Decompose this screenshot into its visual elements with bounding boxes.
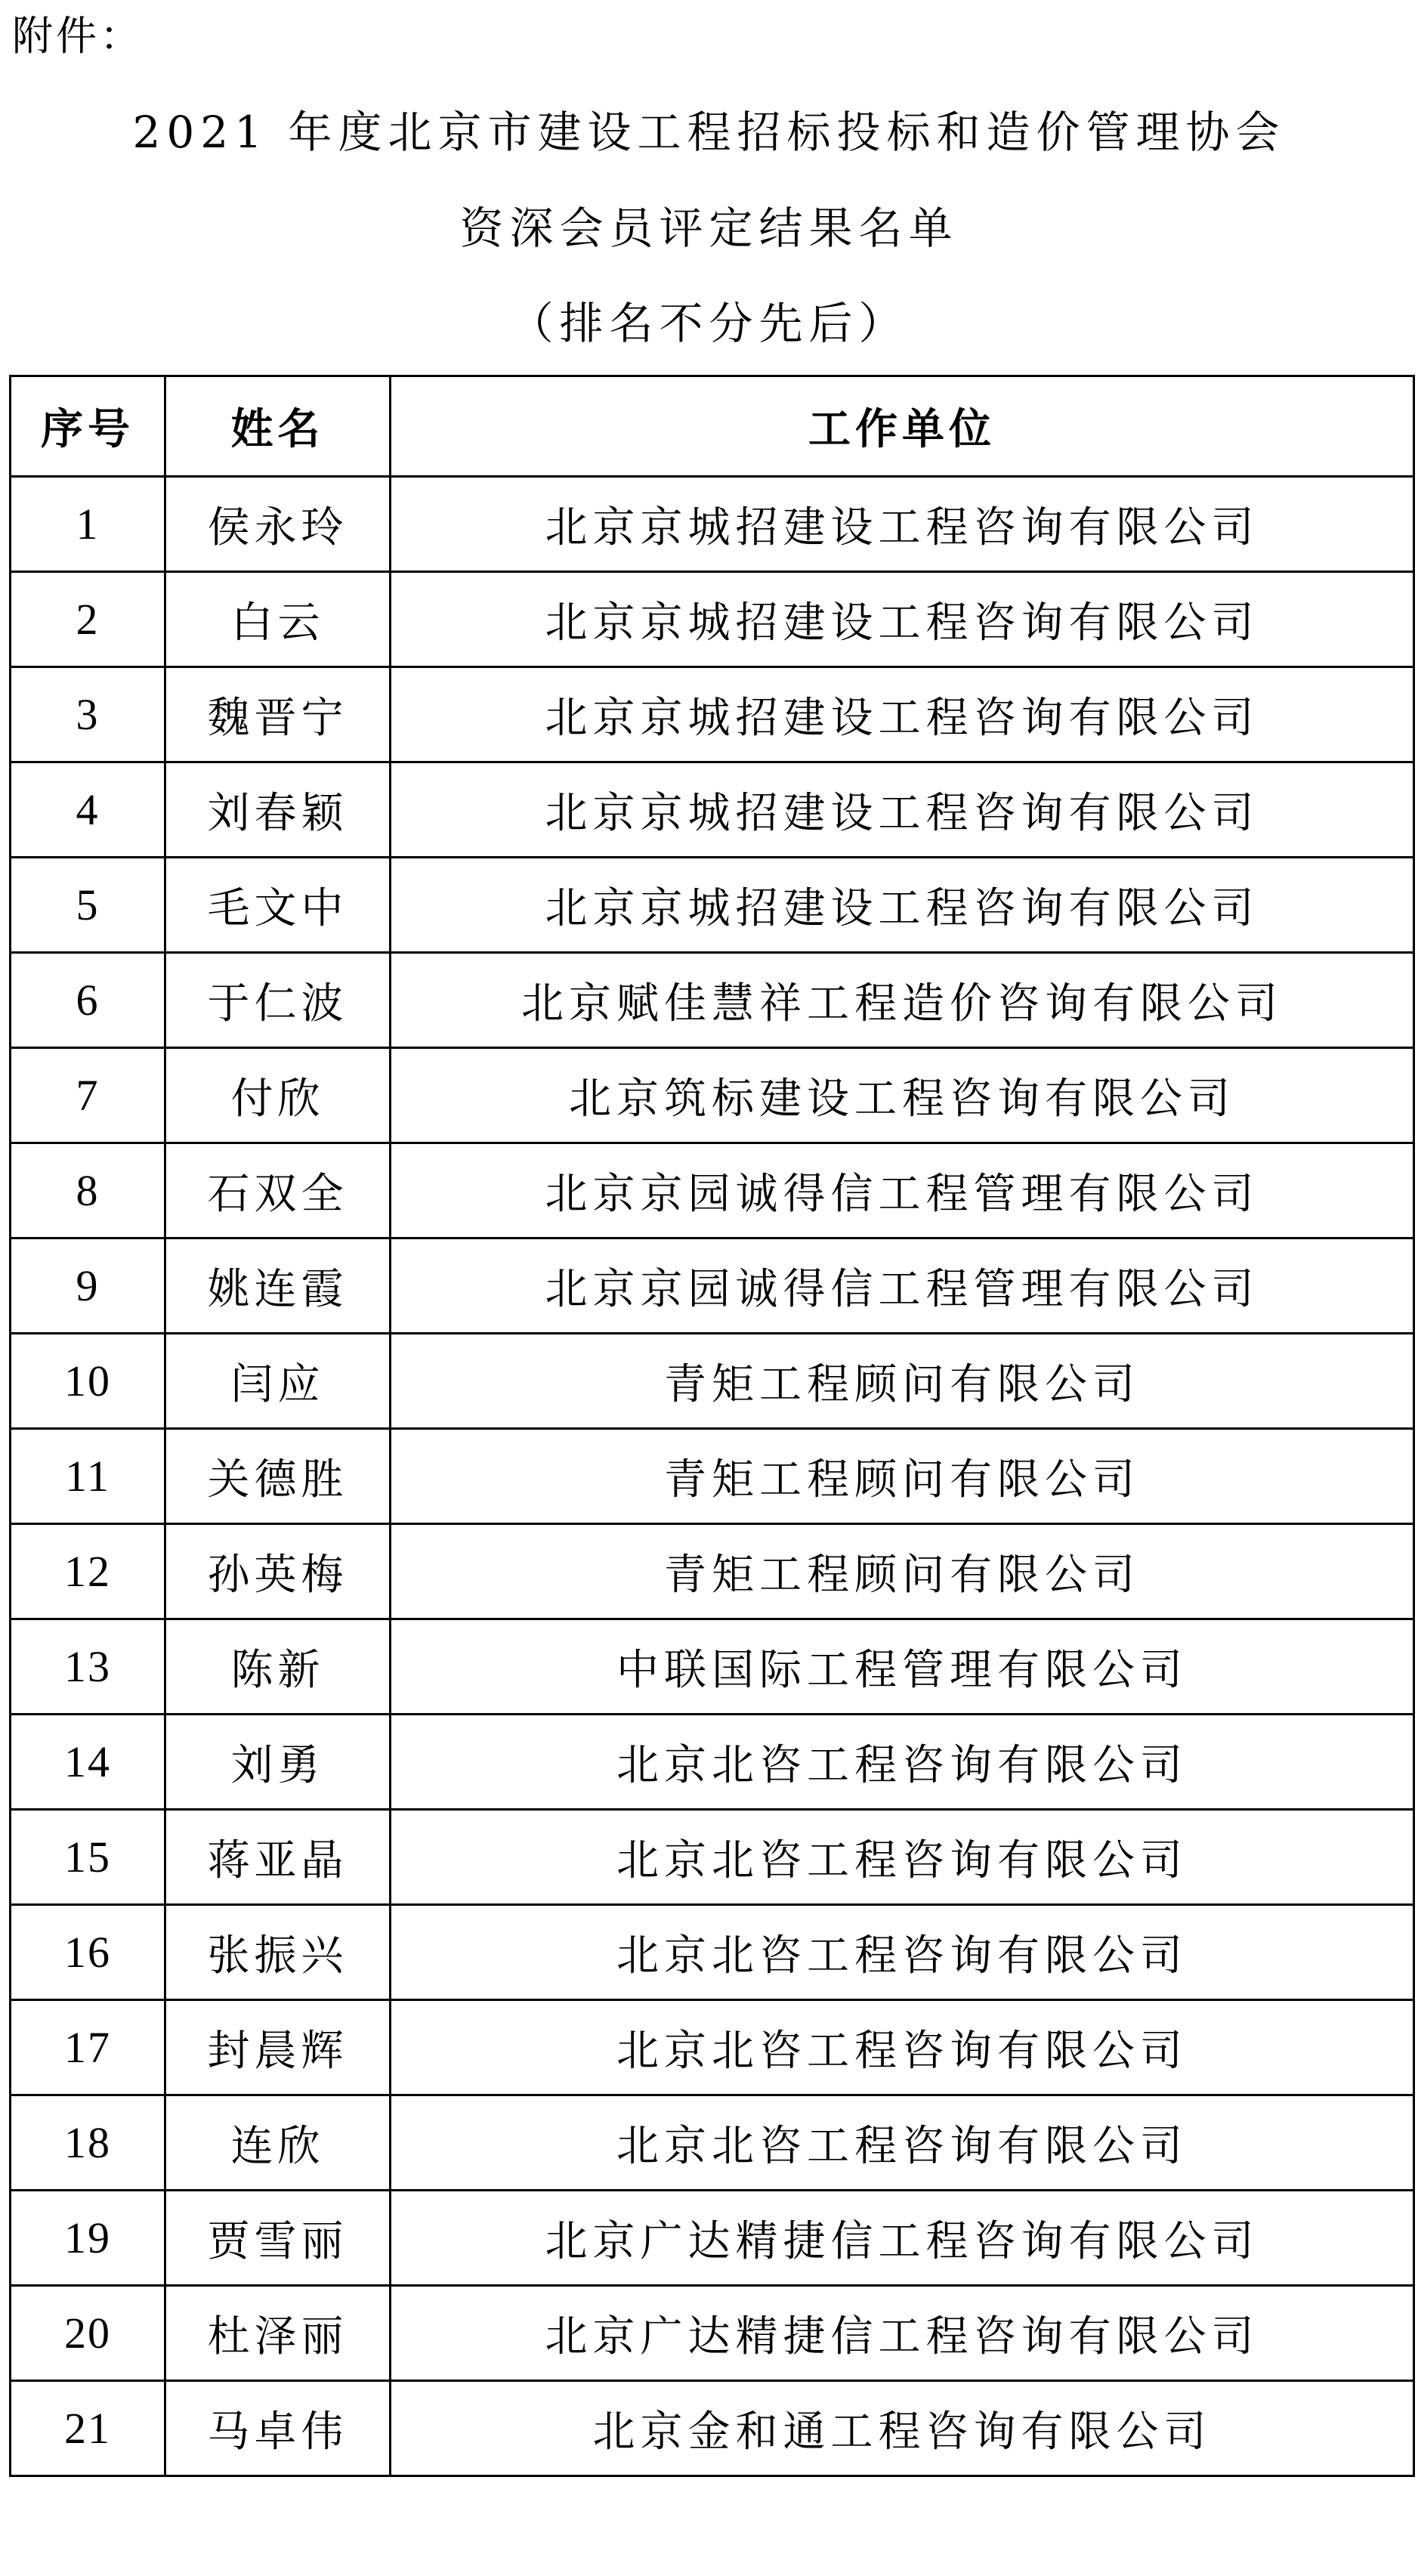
member-name-cell: 连欣 <box>165 2095 391 2191</box>
member-name-cell: 白云 <box>165 572 391 667</box>
member-name-cell: 马卓伟 <box>165 2381 391 2476</box>
table-row <box>11 1048 1414 1143</box>
serial-number-cell: 8 <box>11 1143 165 1239</box>
table-row <box>11 762 1414 858</box>
serial-number-cell: 20 <box>11 2286 165 2381</box>
serial-number-cell: 14 <box>11 1715 165 1810</box>
organization-cell: 北京赋佳慧祥工程造价咨询有限公司 <box>391 953 1414 1048</box>
organization-cell: 青矩工程顾问有限公司 <box>391 1429 1414 1524</box>
member-name-cell: 蒋亚晶 <box>165 1810 391 1905</box>
member-name-cell: 魏晋宁 <box>165 667 391 762</box>
member-name-cell: 陈新 <box>165 1619 391 1715</box>
table-row <box>11 953 1414 1048</box>
serial-number-cell: 9 <box>11 1239 165 1334</box>
organization-cell: 北京北咨工程咨询有限公司 <box>391 1715 1414 1810</box>
member-name-cell: 毛文中 <box>165 858 391 953</box>
table-row <box>11 1810 1414 1905</box>
table-row <box>11 858 1414 953</box>
serial-number-cell: 13 <box>11 1619 165 1715</box>
table-row <box>11 2286 1414 2381</box>
organization-cell: 北京京城招建设工程咨询有限公司 <box>391 477 1414 572</box>
organization-cell: 青矩工程顾问有限公司 <box>391 1334 1414 1429</box>
table-row <box>11 1239 1414 1334</box>
serial-number-cell: 21 <box>11 2381 165 2476</box>
member-name-cell: 封晨辉 <box>165 2000 391 2095</box>
organization-cell: 北京京城招建设工程咨询有限公司 <box>391 858 1414 953</box>
organization-cell: 北京北咨工程咨询有限公司 <box>391 1810 1414 1905</box>
serial-number-cell: 17 <box>11 2000 165 2095</box>
serial-number-cell: 3 <box>11 667 165 762</box>
organization-cell: 青矩工程顾问有限公司 <box>391 1524 1414 1619</box>
serial-number-cell: 10 <box>11 1334 165 1429</box>
table-row <box>11 1715 1414 1810</box>
table-body <box>11 477 1414 2476</box>
organization-cell: 北京广达精捷信工程咨询有限公司 <box>391 2286 1414 2381</box>
table-row <box>11 1429 1414 1524</box>
member-table <box>9 375 1415 2477</box>
member-name-cell: 贾雪丽 <box>165 2191 391 2286</box>
organization-cell: 北京京城招建设工程咨询有限公司 <box>391 762 1414 858</box>
organization-cell: 北京北咨工程咨询有限公司 <box>391 2095 1414 2191</box>
table-row <box>11 2000 1414 2095</box>
organization-cell: 北京筑标建设工程咨询有限公司 <box>391 1048 1414 1143</box>
organization-cell: 北京京园诚得信工程管理有限公司 <box>391 1143 1414 1239</box>
table-row <box>11 2381 1414 2476</box>
member-name-cell: 于仁波 <box>165 953 391 1048</box>
table-row <box>11 667 1414 762</box>
table-row <box>11 572 1414 667</box>
header-organization: 工作单位 <box>391 376 1414 477</box>
member-name-cell: 关德胜 <box>165 1429 391 1524</box>
header-serial-number: 序号 <box>11 376 165 477</box>
member-name-cell: 姚连霞 <box>165 1239 391 1334</box>
serial-number-cell: 6 <box>11 953 165 1048</box>
attachment-label: 附件： <box>12 12 144 60</box>
member-name-cell: 孙英梅 <box>165 1524 391 1619</box>
serial-number-cell: 5 <box>11 858 165 953</box>
member-name-cell: 闫应 <box>165 1334 391 1429</box>
serial-number-cell: 11 <box>11 1429 165 1524</box>
table-row <box>11 1334 1414 1429</box>
document-title: 2021 年度北京市建设工程招标投标和造价管理协会 <box>132 107 1286 158</box>
table-row <box>11 477 1414 572</box>
ordering-note: （排名不分先后） <box>509 298 909 349</box>
serial-number-cell: 19 <box>11 2191 165 2286</box>
table-row <box>11 1619 1414 1715</box>
organization-cell: 中联国际工程管理有限公司 <box>391 1619 1414 1715</box>
organization-cell: 北京北咨工程咨询有限公司 <box>391 2000 1414 2095</box>
member-name-cell: 石双全 <box>165 1143 391 1239</box>
table-row <box>11 1143 1414 1239</box>
organization-cell: 北京京园诚得信工程管理有限公司 <box>391 1239 1414 1334</box>
member-name-cell: 刘勇 <box>165 1715 391 1810</box>
organization-cell: 北京北咨工程咨询有限公司 <box>391 1905 1414 2000</box>
serial-number-cell: 7 <box>11 1048 165 1143</box>
table-row <box>11 1905 1414 2000</box>
table-row <box>11 2191 1414 2286</box>
member-name-cell: 刘春颖 <box>165 762 391 858</box>
member-name-cell: 侯永玲 <box>165 477 391 572</box>
organization-cell: 北京金和通工程咨询有限公司 <box>391 2381 1414 2476</box>
header-name: 姓名 <box>165 376 391 477</box>
table-row <box>11 2095 1414 2191</box>
organization-cell: 北京京城招建设工程咨询有限公司 <box>391 667 1414 762</box>
serial-number-cell: 16 <box>11 1905 165 2000</box>
member-name-cell: 杜泽丽 <box>165 2286 391 2381</box>
serial-number-cell: 18 <box>11 2095 165 2191</box>
serial-number-cell: 15 <box>11 1810 165 1905</box>
table-row <box>11 1524 1414 1619</box>
member-name-cell: 张振兴 <box>165 1905 391 2000</box>
member-name-cell: 付欣 <box>165 1048 391 1143</box>
serial-number-cell: 2 <box>11 572 165 667</box>
document-subtitle: 资深会员评定结果名单 <box>459 203 959 254</box>
serial-number-cell: 1 <box>11 477 165 572</box>
serial-number-cell: 4 <box>11 762 165 858</box>
serial-number-cell: 12 <box>11 1524 165 1619</box>
table-header-row <box>11 376 1414 477</box>
organization-cell: 北京京城招建设工程咨询有限公司 <box>391 572 1414 667</box>
organization-cell: 北京广达精捷信工程咨询有限公司 <box>391 2191 1414 2286</box>
